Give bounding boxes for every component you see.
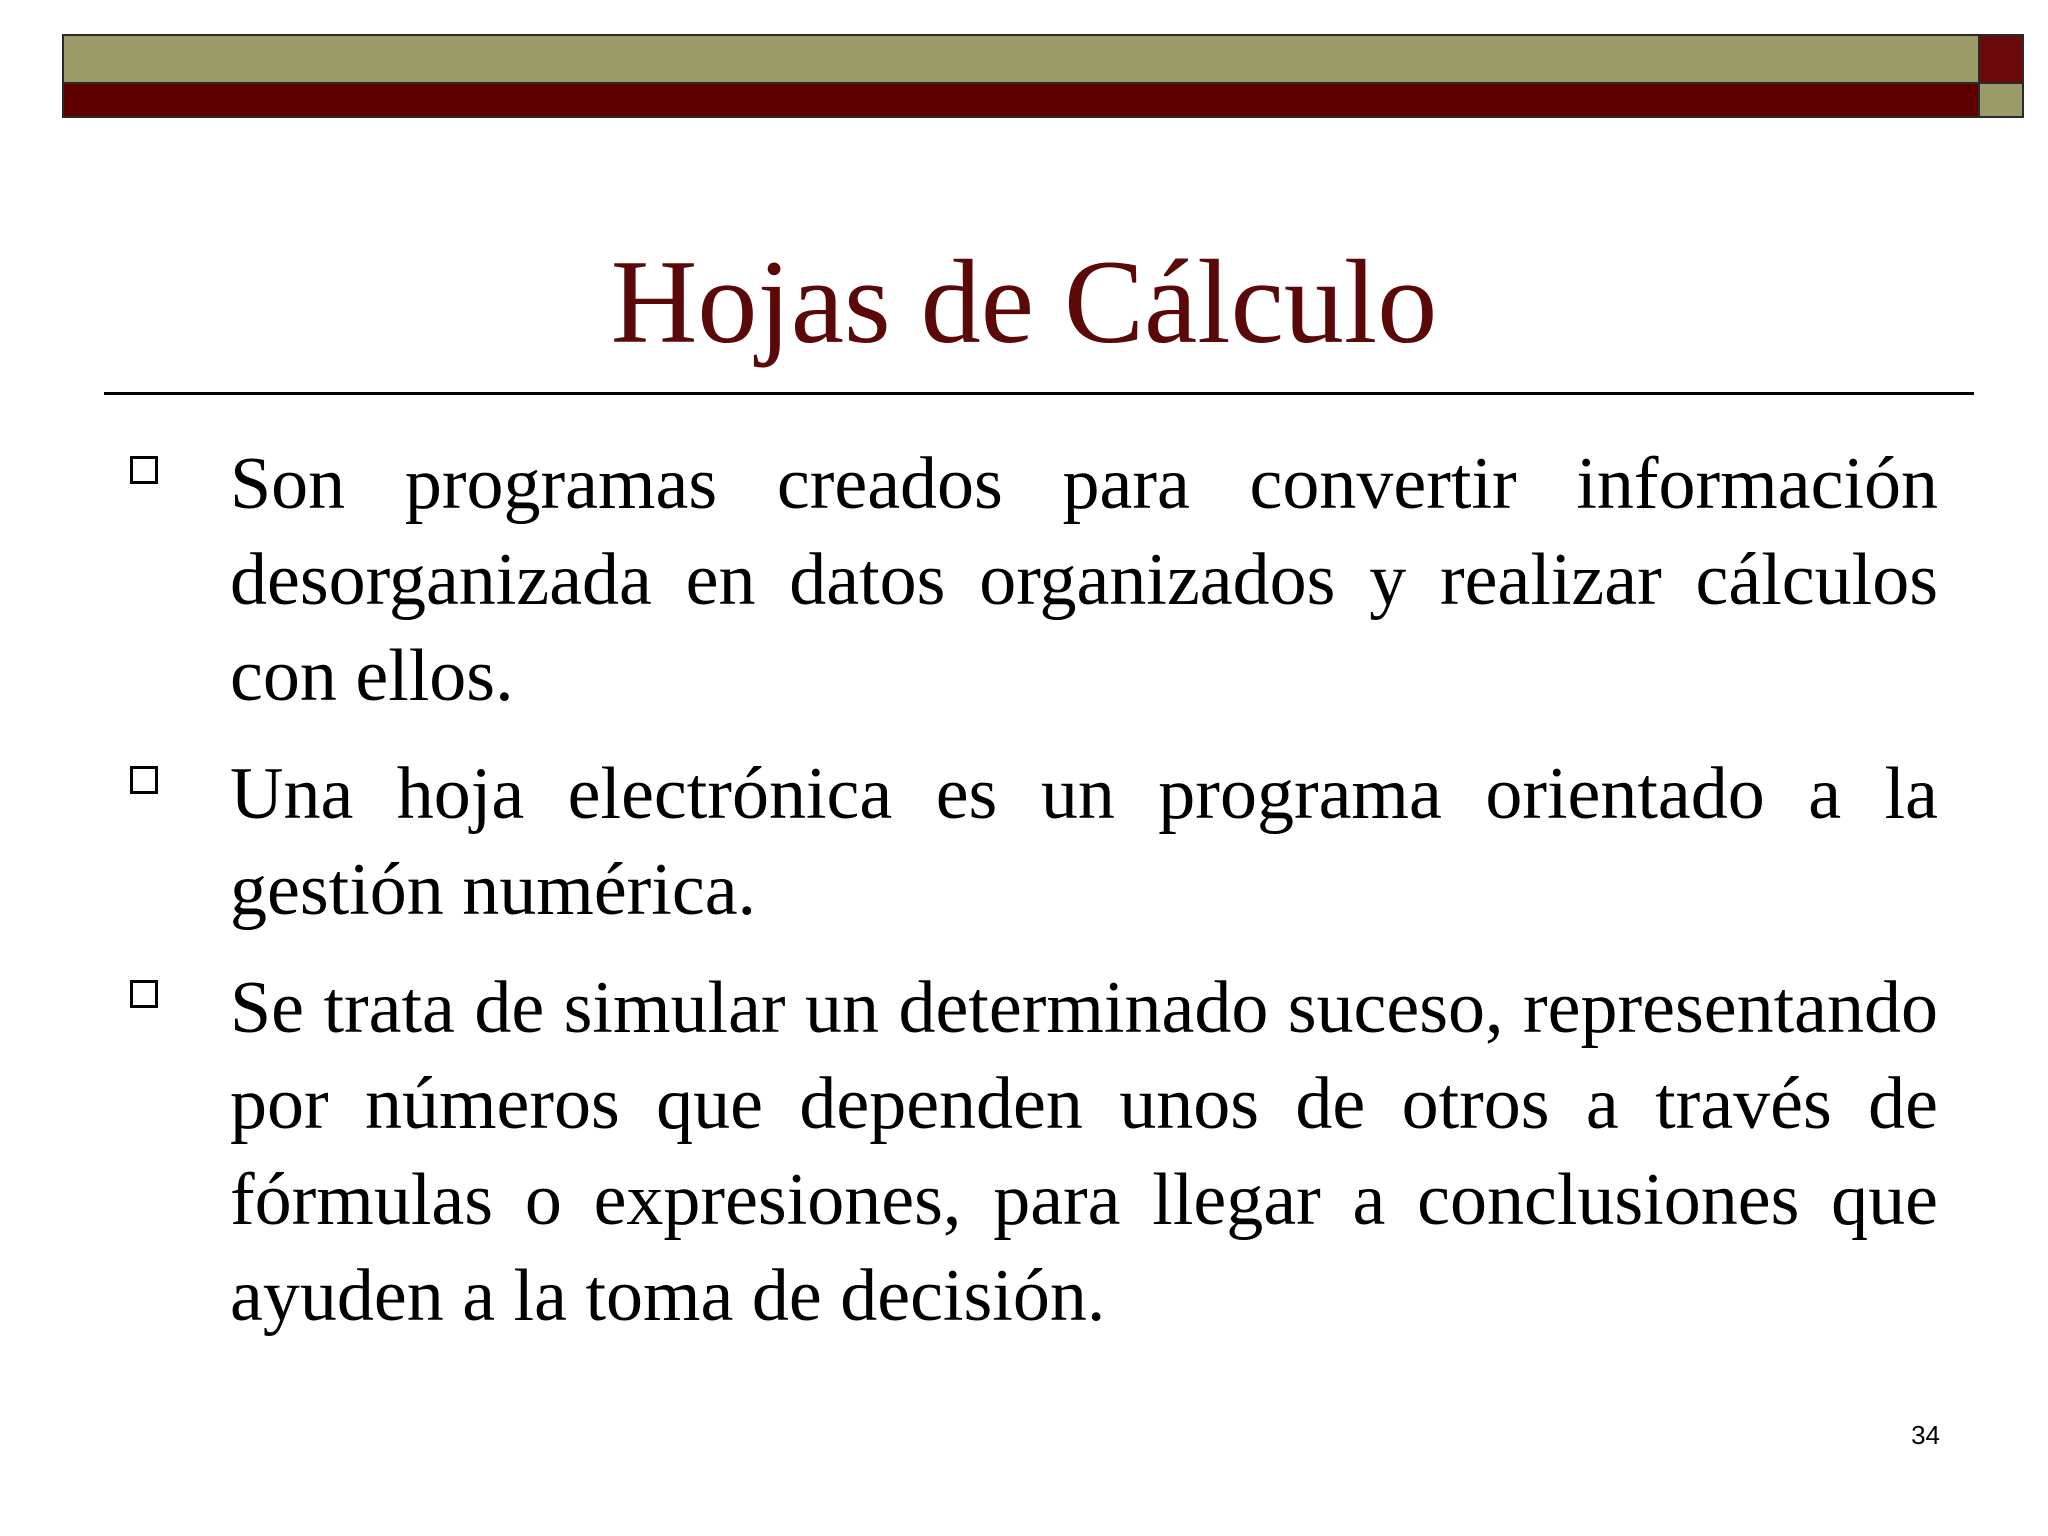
slide-title: Hojas de Cálculo (610, 235, 1438, 368)
bullet-item (128, 746, 1938, 938)
page-number: 34 (1911, 1420, 1940, 1450)
hollow-square-bullet-icon (130, 980, 158, 1008)
header-bar-olive (62, 34, 1980, 84)
header-bar-maroon (62, 84, 1980, 118)
bullet-item (128, 960, 1938, 1344)
bullet-item (128, 436, 1938, 724)
header-corner-olive-block (1980, 84, 2024, 118)
header-corner-maroon-block (1980, 34, 2024, 84)
bullet-list (128, 436, 1938, 1366)
bullet-text: Una hoja electrónica es un programa orientado a la gestión numérica. (230, 753, 1938, 931)
title-divider (104, 392, 1974, 395)
hollow-square-bullet-icon (130, 766, 158, 794)
hollow-square-bullet-icon (130, 456, 158, 484)
bullet-text: Se trata de simular un determinado suceso, representando por números que dependen unos de otros a través de fórmulas o expresiones, para llegar a conclusiones que ayuden a la toma de decisión. (230, 967, 1938, 1337)
bullet-text: Son programas creados para convertir información desorganizada en datos organizados y realizar cálculos con ellos. (230, 443, 1938, 717)
